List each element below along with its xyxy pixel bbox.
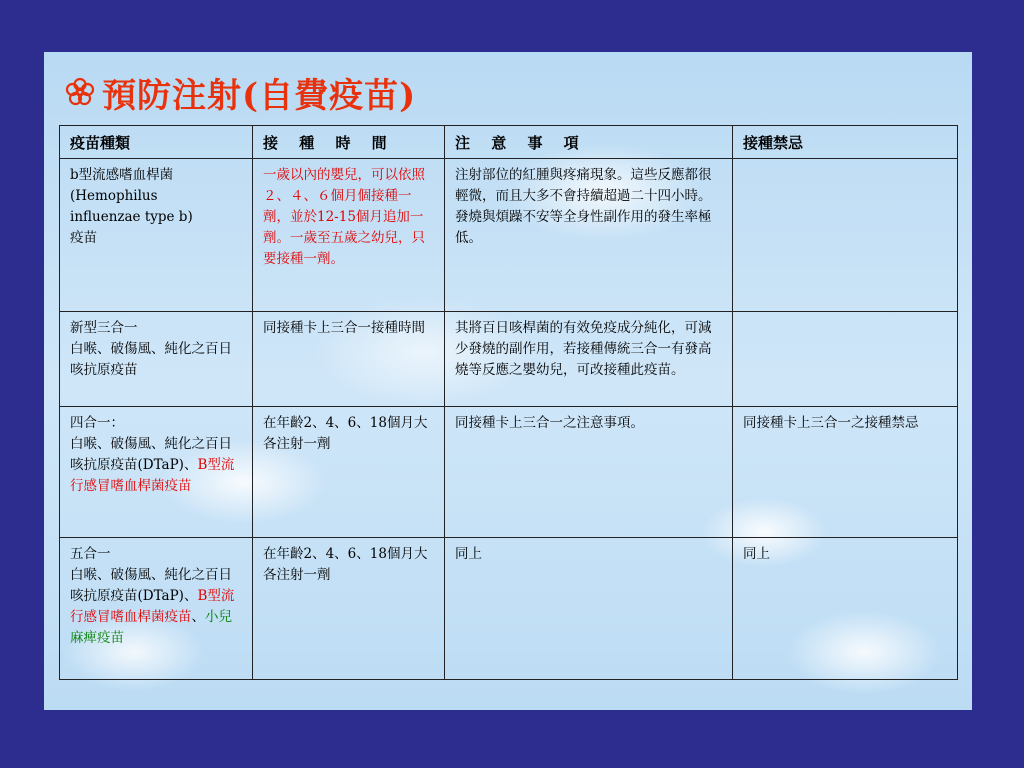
- notes-cell: 同接種卡上三合一之注意事項。: [445, 407, 733, 538]
- vaccine-name-line: 疫苗: [70, 230, 97, 246]
- table-row: [60, 312, 958, 407]
- vaccine-cell: [60, 159, 253, 312]
- vaccine-title: 五合一: [70, 546, 111, 562]
- notes-cell: 其將百日咳桿菌的有效免疫成分純化，可減少發燒的副作用，若接種傳統三合一有發高燒等反應之嬰幼兒，可改接種此疫苗。: [445, 312, 733, 407]
- notes-cell: 同上: [445, 538, 733, 680]
- header-vaccine-type: 疫苗種類: [60, 126, 253, 159]
- header-schedule: 接 種 時 間: [253, 126, 445, 159]
- vaccine-name-line: (Hemophilus: [70, 188, 158, 204]
- schedule-cell: 一歲以內的嬰兒，可以依照２、４、６個月個接種一劑，並於12-15個月追加一劑。一歲至五歲之幼兒，只要接種一劑。: [253, 159, 445, 312]
- contraindications-cell: [733, 312, 958, 407]
- vaccine-name-line: 新型三合一: [70, 320, 138, 336]
- table-row: [60, 538, 958, 680]
- schedule-cell: 在年齡2、4、6、18個月大各注射一劑: [253, 538, 445, 680]
- contraindications-cell: 同上: [733, 538, 958, 680]
- vaccine-table: [59, 125, 958, 680]
- table-row: [60, 159, 958, 312]
- notes-cell: 注射部位的紅腫與疼痛現象。這些反應都很輕微，而且大多不會持續超過二十四小時。發燒與煩躁不安等全身性副作用的發生率極低。: [445, 159, 733, 312]
- table-header-row: [60, 126, 958, 159]
- vaccine-highlight-red: B型流行感冒嗜血桿菌疫苗: [70, 457, 235, 494]
- vaccine-separator: 、: [191, 609, 205, 625]
- vaccine-desc: 白喉、破傷風、純化之百日咳抗原疫苗(DTaP)、: [70, 567, 232, 604]
- vaccine-highlight-green: 小兒麻痺疫苗: [70, 609, 232, 646]
- header-contraindications: 接種禁忌: [733, 126, 958, 159]
- schedule-cell: 同接種卡上三合一接種時間: [253, 312, 445, 407]
- vaccine-cell: [60, 407, 253, 538]
- schedule-cell: 在年齡2、4、6、18個月大各注射一劑: [253, 407, 445, 538]
- contraindications-cell: 同接種卡上三合一之接種禁忌: [733, 407, 958, 538]
- header-notes: 注 意 事 項: [445, 126, 733, 159]
- vaccine-cell: [60, 312, 253, 407]
- vaccine-name-line: b型流感嗜血桿菌: [70, 167, 174, 183]
- vaccine-title: 四合一：: [70, 415, 124, 431]
- title-text: 預防注射(自費疫苗): [102, 75, 417, 116]
- vaccine-desc: 白喉、破傷風、純化之百日咳抗原疫苗(DTaP)、: [70, 436, 232, 473]
- vaccine-name-line: 白喉、破傷風、純化之百日咳抗原疫苗: [70, 341, 232, 378]
- contraindications-cell: [733, 159, 958, 312]
- vaccine-cell: [60, 538, 253, 680]
- slide: [44, 52, 972, 710]
- table-row: [60, 407, 958, 538]
- slide-title: [64, 62, 416, 122]
- vaccine-highlight-red: B型流行感冒嗜血桿菌疫苗: [70, 588, 235, 625]
- flower-bullet-icon: [64, 76, 96, 108]
- vaccine-name-line: influenzae type b): [70, 209, 193, 225]
